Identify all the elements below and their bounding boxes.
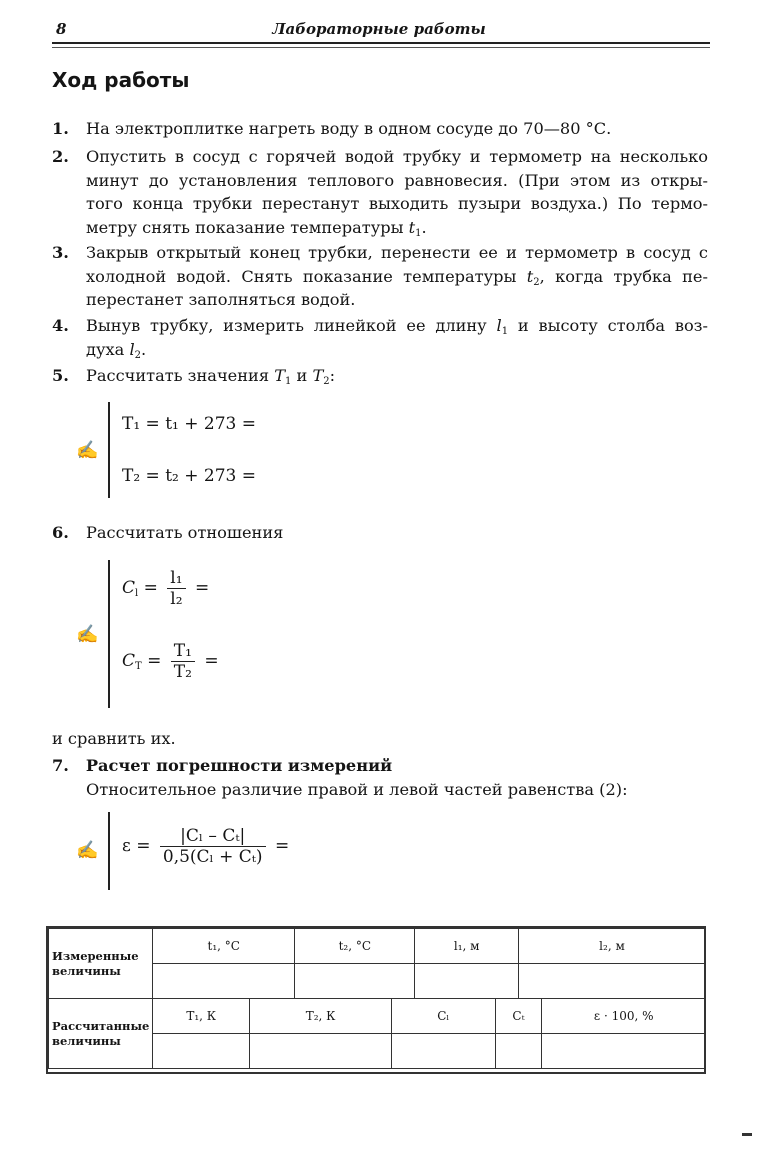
formula-Cl: $C_l$ = $\frac{\text{l₁}}{\text{l₂}}$ =	[122, 568, 210, 609]
step-number: 7.	[52, 756, 69, 775]
step-text: перестанет заполняться водой.	[86, 290, 356, 309]
formula-T2: T₂ = t₂ + 273 =	[122, 466, 256, 486]
step-text: минут до установления теплового равновесия. (При этом из откры-	[86, 170, 708, 190]
var-sub: 2	[134, 349, 141, 361]
fraction-denominator: T₂	[171, 661, 195, 682]
edge-mark	[742, 1133, 752, 1136]
step-text: Вынув трубку, измерить линейкой ее длину	[86, 316, 487, 335]
row-label-computed: Рассчитанные величины	[49, 999, 153, 1069]
fraction-numerator: T₁	[173, 641, 192, 661]
writing-hand-icon: ✍	[76, 440, 99, 461]
formula-symbol: C	[122, 651, 136, 671]
running-head: Лабораторные работы	[272, 20, 486, 38]
header-rule	[52, 42, 710, 44]
step-text: холодной водой. Снять показание температуры	[86, 266, 517, 286]
formula-epsilon	[122, 826, 289, 867]
step-7-title	[52, 756, 392, 775]
step-6	[52, 521, 708, 545]
step-2: 2. Опустить в сосуд с горячей водой трубку и термометр на несколько минут до установления теплового равновесия. (При этом из откры- того конца трубки перестанут выходить пузыри воздуха.) По термо- метру снять показание температуры $t_1$.	[52, 147, 708, 239]
section-title: Ход работы	[52, 68, 190, 92]
formula-sub: l	[135, 588, 139, 599]
formula-symbol: ε =	[122, 836, 151, 856]
equals-sign: =	[194, 578, 210, 598]
step-4: 4. Вынув трубку, измерить линейкой ее длину $l_1$ и высоту столба воз- духа $l_2$.	[52, 316, 708, 361]
table-header-cell: l₂, м	[518, 929, 705, 964]
row-label-measured: Измеренные величины	[49, 929, 153, 999]
var-l2: l	[129, 339, 135, 359]
step-text: метру снять показание температуры	[86, 217, 404, 237]
step-text: того конца трубки перестанут выходить пузыри воздуха.) По термо-	[86, 194, 708, 213]
formula-bracket	[108, 560, 110, 708]
header-rule-thin	[52, 47, 710, 48]
fraction-numerator: l₁	[170, 568, 183, 588]
step-number: 5.	[52, 366, 69, 385]
var-sub: 1	[501, 326, 509, 337]
step-title: Расчет погрешности измерений	[85, 756, 393, 775]
fraction-numerator: |Cₗ – Cₜ|	[180, 826, 246, 846]
formula-bracket	[108, 402, 110, 498]
table-cell-empty[interactable]	[250, 1034, 392, 1069]
step-text: На электроплитке нагреть воду в одном сосуде до 70—80 °С.	[86, 119, 612, 138]
equals-sign: =	[204, 651, 219, 671]
step-number: 2.	[52, 147, 69, 166]
table-cell-empty[interactable]	[542, 1034, 706, 1069]
step-5: 5. Рассчитать значения $T_1$ и $T_2$:	[52, 366, 336, 387]
step-number: 6.	[52, 523, 69, 542]
var-l1: l	[496, 316, 502, 335]
results-table	[48, 928, 706, 1069]
table-header-cell: T₁, К	[153, 999, 250, 1034]
step-text: Рассчитать отношения	[86, 523, 284, 542]
table-header-cell: T₂, К	[250, 999, 392, 1034]
table-cell-empty[interactable]	[495, 1034, 542, 1069]
formula-sub: T	[135, 661, 142, 672]
writing-hand-icon: ✍	[76, 624, 99, 645]
table-header-cell: Cₗ	[392, 999, 495, 1034]
table-row	[49, 999, 706, 1034]
formula-bracket	[108, 812, 110, 890]
table-header-cell: ε · 100, %	[542, 999, 706, 1034]
step-text: и	[296, 366, 308, 385]
formula-symbol: C	[122, 578, 136, 598]
fraction-denominator: l₂	[167, 588, 185, 609]
formula-CT: $C_T$ = $\frac{\text{T₁}}{\text{T₂}}$ =	[122, 641, 219, 682]
step-text: Рассчитать значения	[86, 366, 270, 385]
step-text: Опустить в сосуд с горячей водой трубку и термометр на несколько	[86, 147, 708, 166]
var-sub: 1	[415, 227, 422, 239]
step-number: 3.	[52, 243, 69, 262]
var-sub: 2	[533, 276, 540, 288]
step-text: Закрыв открытый конец трубки, перенести ее и термометр в сосуд с	[86, 243, 708, 262]
step-text: и высоту столба воз-	[517, 316, 708, 335]
var-t: t	[526, 266, 534, 286]
step-number: 4.	[52, 316, 69, 335]
table-header-cell: t₂, °С	[295, 929, 415, 964]
table-cell-empty[interactable]	[415, 964, 519, 999]
table-header-cell: l₁, м	[415, 929, 519, 964]
table-row	[49, 929, 706, 964]
table-cell-empty[interactable]	[518, 964, 705, 999]
equals-sign: =	[274, 836, 290, 856]
table-header-cell: Cₜ	[495, 999, 542, 1034]
compare-text: и сравнить их.	[52, 729, 176, 748]
table-header-cell: t₁, °С	[153, 929, 295, 964]
var-t: t	[408, 217, 416, 237]
step-text: , когда трубка пе-	[539, 266, 708, 286]
writing-hand-icon: ✍	[76, 840, 99, 861]
table-cell-empty[interactable]	[153, 1034, 250, 1069]
fraction-denominator: 0,5(Cₗ + Cₜ)	[160, 846, 266, 867]
table-cell-empty[interactable]	[153, 964, 295, 999]
step-7-text: Относительное различие правой и левой частей равенства (2):	[86, 780, 628, 799]
table-cell-empty[interactable]	[392, 1034, 495, 1069]
step-3	[52, 241, 708, 312]
step-number: 1.	[52, 119, 69, 138]
step-text: духа	[86, 339, 125, 359]
table-cell-empty[interactable]	[295, 964, 415, 999]
formula-T1: T₁ = t₁ + 273 =	[122, 414, 256, 434]
page-number: 8	[56, 20, 67, 38]
step-1	[52, 117, 708, 141]
